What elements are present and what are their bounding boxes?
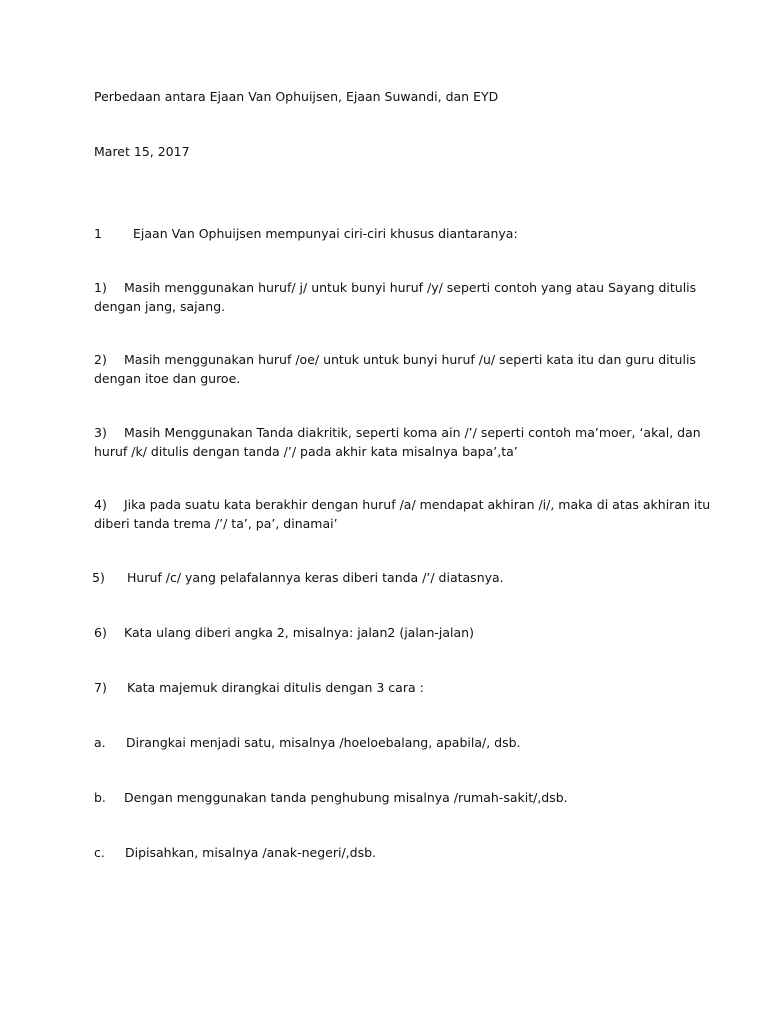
list-item-number: 2) [94,352,107,367]
list-item-number: 3) [94,425,107,440]
list-item-text: Masih Menggunakan Tanda diakritik, seperti koma ain /’/ seperti contoh ma’moer, ‘akal, dan [124,425,701,440]
list-item-number: 7) [94,680,107,695]
list-item-text: Jika pada suatu kata berakhir dengan huruf /a/ mendapat akhiran /i/, maka di atas akhiran itu [124,497,711,512]
sub-list-item-letter: b. [94,790,106,805]
document-title: Perbedaan antara Ejaan Van Ophuijsen, Ejaan Suwandi, dan EYD [94,89,499,104]
list-item-continuation: diberi tanda trema /’/ ta’, pa’, dinamai’ [94,516,338,531]
list-item-number: 5) [92,570,105,585]
list-item-text: Kata ulang diberi angka 2, misalnya: jalan2 (jalan-jalan) [124,625,474,640]
sub-list-item-text: Dipisahkan, misalnya /anak-negeri/,dsb. [125,845,376,860]
sub-list-item-letter: c. [94,845,105,860]
sub-list-item-text: Dengan menggunakan tanda penghubung misalnya /rumah-sakit/,dsb. [124,790,568,805]
sub-list-item-letter: a. [94,735,106,750]
list-item-text: Kata majemuk dirangkai ditulis dengan 3 cara : [127,680,424,695]
list-item-continuation: dengan jang, sajang. [94,299,226,314]
sub-list-item-text: Dirangkai menjadi satu, misalnya /hoeloebalang, apabila/, dsb. [126,735,521,750]
list-item-number: 4) [94,497,107,512]
document-date: Maret 15, 2017 [94,144,190,159]
list-item-text: Masih menggunakan huruf/ j/ untuk bunyi huruf /y/ seperti contoh yang atau Sayang ditulis [124,280,697,295]
list-item-number: 1) [94,280,107,295]
list-item-text: Masih menggunakan huruf /oe/ untuk untuk bunyi huruf /u/ seperti kata itu dan guru ditulis [124,352,696,367]
list-item-continuation: huruf /k/ ditulis dengan tanda /’/ pada akhir kata misalnya bapa’,ta’ [94,444,518,459]
list-item-number: 6) [94,625,107,640]
section-heading-number: 1 [94,226,102,241]
list-item-continuation: dengan itoe dan guroe. [94,371,241,386]
section-heading-text: Ejaan Van Ophuijsen mempunyai ciri-ciri khusus diantaranya: [133,226,518,241]
list-item-text: Huruf /c/ yang pelafalannya keras diberi tanda /’/ diatasnya. [127,570,504,585]
